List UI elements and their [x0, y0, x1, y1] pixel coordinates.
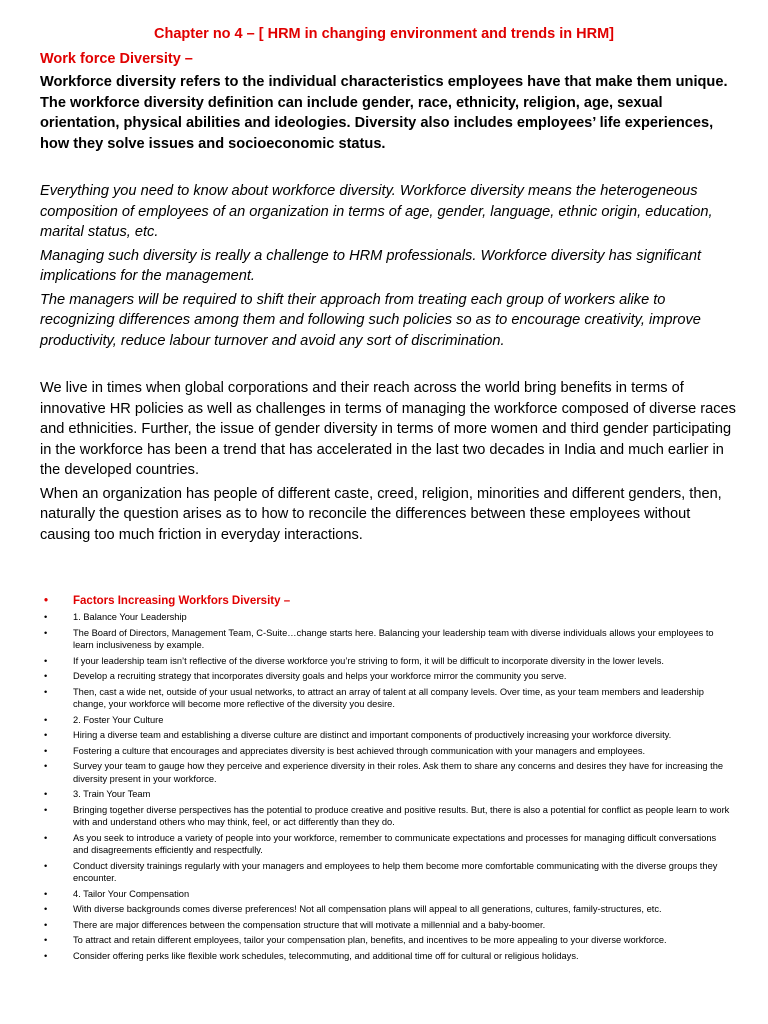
list-item [40, 714, 730, 727]
list-item [40, 655, 730, 668]
italic-paragraph: Everything you need to know about workforce diversity. Workforce diversity means the heterogeneous composition of employees of an organization in terms of age, gender, language, ethnic origin, education, marital status, etc. [40, 183, 713, 240]
list-item-text: If your leadership team isn’t reflective of the diverse workforce you’re striving to form, it will be difficult to incorporate diversity in the lower levels. [73, 655, 664, 666]
body-section [40, 378, 740, 548]
body-paragraph: When an organization has people of different caste, creed, religion, minorities and different genders, then, naturally the question arises as to how to reconcile the differences between these employees without causing too much friction in everyday interactions. [40, 485, 722, 543]
list-item-text: Survey your team to gauge how they perceive and experience diversity in their roles. Ask them to share any concerns and desires they have for increasing the diversity present in your workforce. [73, 761, 724, 784]
section-title: Work force Diversity – [40, 51, 193, 67]
factors-header [40, 594, 730, 609]
list-item-text: 4. Tailor Your Compensation [73, 888, 190, 899]
list-item [40, 888, 730, 901]
list-item [40, 934, 730, 947]
italic-section [40, 181, 740, 354]
bullet-icon: • [44, 730, 48, 740]
bullet-icon: • [44, 888, 48, 899]
bullet-icon: • [44, 671, 48, 681]
bullet-icon: • [44, 761, 48, 771]
list-item-text: Develop a recruiting strategy that incorporates diversity goals and helps your workforce mirror the community you serve. [73, 671, 567, 681]
list-item [40, 919, 730, 932]
bullet-icon: • [44, 935, 48, 945]
bullet-icon: • [44, 627, 48, 638]
bullet-icon: • [44, 745, 48, 756]
list-item [40, 804, 730, 829]
list-item [40, 745, 730, 758]
list-item-text: There are major differences between the compensation structure that will motivate a millennial and a baby-boomer. [73, 919, 546, 930]
italic-paragraph: The managers will be required to shift their approach from treating each group of workers alike to recognizing differences among them and following such policies so as to encourage creativity, improve productivity, reduce labour turnover and avoid any sort of discrimination. [40, 291, 701, 349]
bullet-icon: • [44, 904, 48, 914]
bullet-icon: • [44, 595, 49, 607]
factors-header-label: Factors Increasing Workfors Diversity – [73, 595, 291, 607]
list-item-text: The Board of Directors, Management Team, C-Suite…change starts here. Balancing your leadership team with diverse individuals allows your employees to learn inclusiveness by example. [73, 627, 714, 650]
list-item [40, 760, 730, 785]
bullet-icon: • [44, 804, 48, 815]
bullet-icon: • [44, 686, 48, 697]
list-item [40, 903, 730, 916]
list-item-text: Consider offering perks like flexible work schedules, telecommuting, and additional time off for cultural or religious holidays. [73, 950, 579, 961]
list-item-text: Fostering a culture that encourages and appreciates diversity is best achieved through communication with your managers and employees. [73, 745, 646, 756]
bullet-icon: • [44, 655, 48, 666]
list-item-text: Bringing together diverse perspectives has the potential to produce creative and positive results. But, there is also a potential for conflict as people learn to work with and understand others who may think, feel, or act differently than they do. [73, 804, 730, 827]
bullet-icon: • [44, 612, 48, 622]
list-item [40, 627, 730, 652]
chapter-title: Chapter no 4 – [ HRM in changing environment and trends in HRM] [154, 26, 614, 42]
list-item [40, 611, 730, 624]
list-item-text: 3. Train Your Team [73, 789, 151, 799]
list-item-text: With diverse backgrounds comes diverse preferences! Not all compensation plans will appeal to all generations, cultures, family-structures, etc. [73, 904, 662, 914]
bullet-icon: • [44, 832, 48, 843]
list-item [40, 860, 730, 885]
list-item-text: Then, cast a wide net, outside of your usual networks, to attract an array of talent at all company levels. Over time, as your team members and leadership change, your workforce will become more reflective of the diversity you desire. [73, 686, 704, 709]
bullet-icon: • [44, 714, 48, 725]
list-item [40, 686, 730, 711]
list-item-text: 1. Balance Your Leadership [73, 612, 187, 622]
bullet-icon: • [44, 919, 48, 930]
bullet-icon: • [44, 789, 48, 799]
list-item-text: Hiring a diverse team and establishing a diverse culture are distinct and important components of productively increasing your workforce diversity. [73, 730, 672, 740]
list-item-text: 2. Foster Your Culture [73, 714, 164, 725]
list-item [40, 832, 730, 857]
bullet-icon: • [44, 860, 48, 871]
factors-list [40, 594, 730, 965]
intro-paragraph: Workforce diversity refers to the individual characteristics employees have that make them unique. The workforce diversity definition can include gender, race, ethnicity, religion, age, sexual orientation, physical abilities and ideologies. Diversity also includes employees’ life experiences, how they solve issues and socioeconomic status. [40, 74, 728, 152]
list-item [40, 950, 730, 963]
body-paragraph: We live in times when global corporations and their reach across the world bring benefits in terms of innovative HR policies as well as challenges in terms of managing the workforce composed of diverse races and ethnicities. Further, the issue of gender diversity in terms of more women and third gender participating in the workforce has been a trend that has accelerated in the last two decades in India and much earlier in the developed countries. [40, 380, 736, 478]
list-item-text: To attract and retain different employees, tailor your compensation plan, benefits, and incentives to be more appealing to your diverse workforce. [73, 935, 667, 945]
list-item [40, 729, 730, 742]
bullet-icon: • [44, 950, 48, 961]
list-item [40, 788, 730, 801]
list-item-text: As you seek to introduce a variety of people into your workforce, remember to communicate expectations and processes for managing difficult conversations and disagreements efficiently and respectfully. [73, 832, 717, 855]
italic-paragraph: Managing such diversity is really a challenge to HRM professionals. Workforce diversity has significant implications for the management. [40, 247, 702, 284]
list-item-text: Conduct diversity trainings regularly with your managers and employees to help them become more comfortable communicating with the diverse groups they encounter. [73, 860, 718, 883]
list-item [40, 670, 730, 683]
